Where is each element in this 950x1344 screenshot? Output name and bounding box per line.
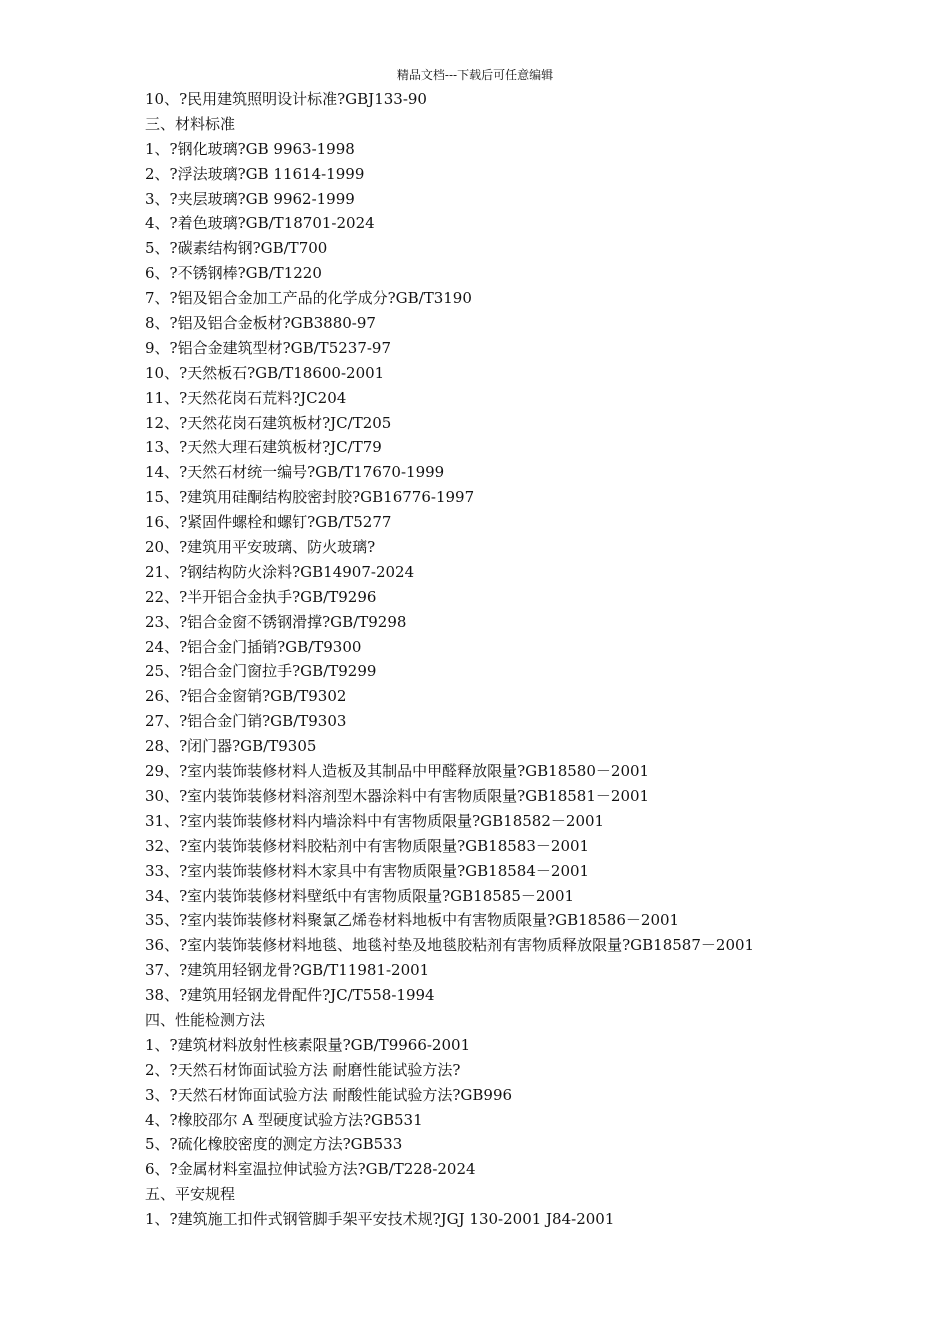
document-line: 25、?铝合金门窗拉手?GB/T9299 [145, 662, 377, 681]
document-line: 36、?室内装饰装修材料地毯、地毯衬垫及地毯胶粘剂有害物质释放限量?GB18587－2001 [145, 936, 755, 955]
document-line: 12、?天然花岗石建筑板材?JC/T205 [145, 413, 392, 432]
section-heading: 四、性能检测方法 [145, 1010, 266, 1029]
document-line: 22、?半开铝合金执手?GB/T9296 [145, 587, 377, 606]
document-line: 6、?金属材料室温拉伸试验方法?GB/T228-2024 [145, 1160, 476, 1179]
document-line: 3、?夹层玻璃?GB 9962-1999 [145, 189, 355, 208]
document-body [145, 87, 935, 1232]
document-line: 4、?着色玻璃?GB/T18701-2024 [145, 214, 375, 233]
document-line: 23、?铝合金窗不锈钢滑撑?GB/T9298 [145, 612, 407, 631]
section-heading: 五、平安规程 [145, 1185, 236, 1204]
document-line: 11、?天然花岗石荒料?JC204 [145, 388, 347, 407]
document-line: 13、?天然大理石建筑板材?JC/T79 [145, 438, 382, 457]
page-header: 精品文档---下载后可任意编辑 [396, 68, 554, 82]
document-line: 33、?室内装饰装修材料木家具中有害物质限量?GB18584－2001 [145, 861, 590, 880]
document-line: 2、?浮法玻璃?GB 11614-1999 [145, 164, 365, 183]
document-line: 10、?民用建筑照明设计标准?GBJ133-90 [145, 90, 427, 108]
document-line: 32、?室内装饰装修材料胶粘剂中有害物质限量?GB18583－2001 [145, 836, 590, 855]
document-line: 16、?紧固件螺栓和螺钉?GB/T5277 [145, 513, 392, 532]
document-line: 37、?建筑用轻钢龙骨?GB/T11981-2001 [145, 961, 430, 980]
document-line: 26、?铝合金窗销?GB/T9302 [145, 687, 347, 706]
document-line: 1、?建筑材料放射性核素限量?GB/T9966-2001 [145, 1035, 471, 1054]
document-line: 4、?橡胶邵尔 A 型硬度试验方法?GB531 [145, 1110, 423, 1129]
document-line: 2、?天然石材饰面试验方法 耐磨性能试验方法? [145, 1060, 461, 1079]
document-line: 1、?建筑施工扣件式钢管脚手架平安技术规?JGJ 130-2001 J84-2001 [145, 1210, 615, 1229]
document-line: 9、?铝合金建筑型材?GB/T5237-97 [145, 338, 392, 357]
document-line: 15、?建筑用硅酮结构胶密封胶?GB16776-1997 [145, 488, 475, 507]
document-line: 7、?铝及铝合金加工产品的化学成分?GB/T3190 [145, 289, 472, 308]
document-line: 28、?闭门器?GB/T9305 [145, 737, 317, 756]
document-line: 29、?室内装饰装修材料人造板及其制品中甲醛释放限量?GB18580－2001 [145, 762, 650, 781]
document-line: 34、?室内装饰装修材料壁纸中有害物质限量?GB18585－2001 [145, 886, 575, 905]
document-line: 8、?铝及铝合金板材?GB3880-97 [145, 314, 376, 333]
document-line: 20、?建筑用平安玻璃、防火玻璃? [145, 538, 376, 557]
document-line: 5、?碳素结构钢?GB/T700 [145, 239, 328, 258]
document-line: 10、?天然板石?GB/T18600-2001 [145, 363, 385, 382]
document-line: 27、?铝合金门销?GB/T9303 [145, 712, 347, 731]
document-line: 24、?铝合金门插销?GB/T9300 [145, 637, 362, 656]
document-line: 21、?钢结构防火涂料?GB14907-2024 [145, 562, 415, 581]
document-line: 1、?钢化玻璃?GB 9963-1998 [145, 139, 355, 158]
document-line: 35、?室内装饰装修材料聚氯乙烯卷材料地板中有害物质限量?GB18586－2001 [145, 911, 680, 930]
document-line: 31、?室内装饰装修材料内墙涂料中有害物质限量?GB18582－2001 [145, 811, 605, 830]
section-heading: 三、材料标准 [145, 114, 236, 133]
document-line: 6、?不锈钢棒?GB/T1220 [145, 264, 322, 283]
document-line: 38、?建筑用轻钢龙骨配件?JC/T558-1994 [145, 986, 435, 1005]
document-line: 5、?硫化橡胶密度的测定方法?GB533 [145, 1135, 403, 1154]
document-line: 3、?天然石材饰面试验方法 耐酸性能试验方法?GB996 [145, 1085, 513, 1104]
document-line: 30、?室内装饰装修材料溶剂型木器涂料中有害物质限量?GB18581－2001 [145, 786, 650, 805]
document-line: 14、?天然石材统一编号?GB/T17670-1999 [145, 463, 445, 482]
